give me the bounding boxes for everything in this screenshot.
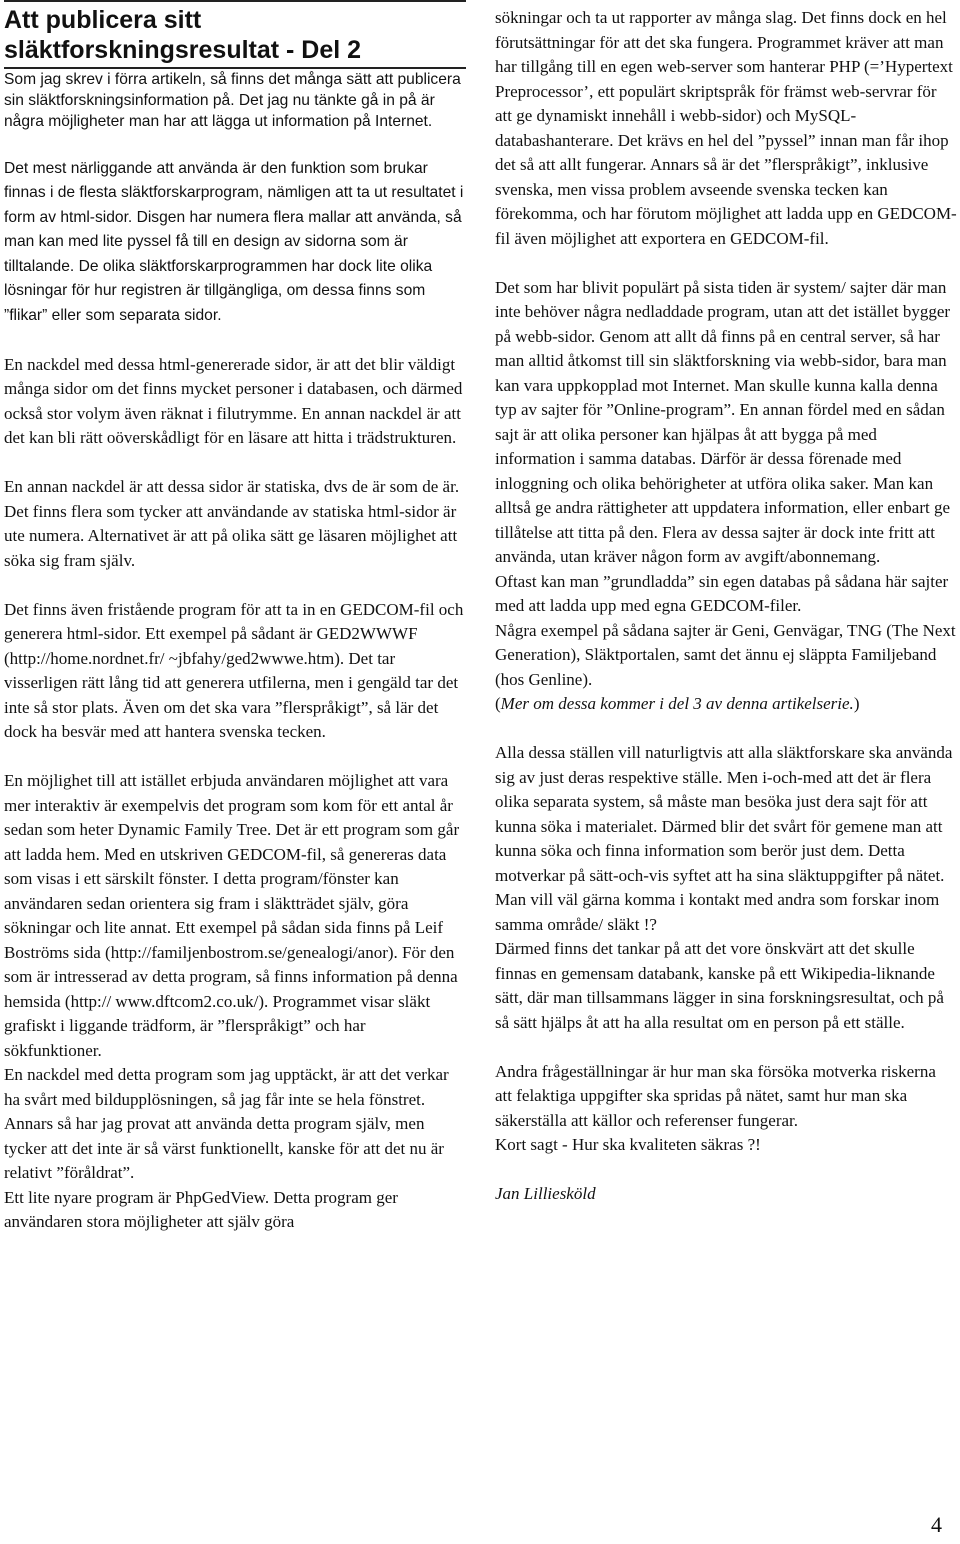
article-title: [4, 5, 466, 65]
paragraph-3: En annan nackdel är att dessa sidor är statiska, dvs de är som de är. Det finns flera som tycker att användande av statiska html-sidor är ute numera. Alternativet är att på olika sätt ge läsaren möjlighet att söka sig fram själv.: [4, 477, 460, 570]
page-number: 4: [931, 1512, 942, 1537]
paragraph-r7: Därmed finns det tankar på att det vore önskvärt att det skulle finnas en gemensam databank, kanske på ett Wikipedia-liknande sätt, där man tillsammans lägger in sina forskningsresultat, och på så sätt hjälps åt att ha alla resultat om en person på ett ställe.: [495, 939, 944, 1032]
paragraph-1-part-b: De olika släktforskarprogrammen har dock lite olika lösningar för hur registren är tillgängliga, om dessa finns som ”flikar” eller som separata sidor.: [4, 257, 433, 324]
paragraph-r6: Alla dessa ställen vill naturligtvis att alla släktforskare ska använda sig av just deras respektive ställe. Men i-och-med att det är flera olika separata system, så måste man besöka just dera sajt för att kunna söka i materialet. Därmed blir det svårt för gemene man att kunna söka och finna information som berör just dem. Detta motverkar på sätt-och-vis syftet att ha sina släktuppgifter på nätet. Man vill väl gärna komma i kontakt med andra som forskar inom samma område/ släkt !?: [495, 743, 953, 934]
author-signature: Jan Lilliesköld: [495, 1184, 596, 1203]
paragraph-1: [4, 157, 466, 329]
paragraph-5: En möjlighet till att istället erbjuda användaren möjlighet att vara mer interaktiv är exempelvis det program som kom för ett antal år sedan som heter Dynamic Family Tree. Det är ett program som går att ladda hem. Med en utskriven GEDCOM-fil, så genereras data som visas i ett särskilt fönster. I detta program/fönster kan användaren sedan orientera sig fram i släktträdet själv, göra sökningar och lite annat. Ett exempel på sådan sida finns på Leif Boströms sida (http://familjenbostrom.se/genealogi/anor). För den som är intresserad av detta program, så finns information på denna hemsida (http:// www.dftcom2.co.uk/). Programmet visar släkt grafiskt i liggande trädform, är ”flerspråkigt” och har sökfunktioner.: [4, 771, 460, 1060]
series-note: Mer om dessa kommer i del 3 av denna artikelserie.: [500, 694, 854, 713]
right-column: [495, 6, 957, 1207]
paragraph-6: En nackdel med detta program som jag upptäckt, är att det verkar ha svårt med bildupplösningen, så jag får inte se hela fönstret. Annars så har jag provat att använda detta program själv, men tycker att det inte är så värst funktionellt, kanske för att det nu är relativt ”föråldrat”.: [4, 1065, 449, 1182]
paragraph-4: Det finns även fristående program för att ta in en GEDCOM-fil och generera html-sidor. Ett exempel på sådant är GED2WWWF (http://home.nordnet.fr/ ~jbfahy/ged2wwwe.htm). Det tar visserligen rätt lång tid att generera utfilerna, men i gengäld tar det inte så stor plats. Även om det ska vara ”flerspråkigt”, så lär det dock ha besvär med att hantera svenska tecken.: [4, 599, 464, 741]
paragraph-r5: [495, 692, 957, 717]
title-line-2: släktforskningsresultat - Del 2: [4, 36, 362, 64]
paragraph-r3: Oftast kan man ”grundladda” sin egen databas på sådana här sajter med att ladda upp med egna GEDCOM-filer.: [495, 571, 949, 615]
paragraph-r2: Det som har blivit populärt på sista tiden är system/ sajter där man inte behöver några nedladdade program, utan att det istället bygger på webb-sidor. Genom att allt då finns på en central server, så har man alltid åtkomst till sin släktforskning via webb-sidor, bara man kan vara uppkopplad mot Internet. Man skulle kunna kalla denna typ av sajter för ”Online-program”. En annan fördel med en sådan sajt är att olika personer kan hjälpas åt att bygga på med information i samma databas. Därför är dessa förenade med inloggning och olika behörigheter at utföra olika saker. Man kan alltså ge andra rättigheter att uppdatera information, eller enbart ge tillåtelse att titta på den. Flera av dessa sajter är dock inte fritt att använda, utan kräver någon form av avgift/abonnemang.: [495, 277, 951, 566]
paren-open: (: [495, 694, 501, 713]
left-column: [4, 0, 466, 1235]
article-header: [4, 0, 466, 69]
paragraph-r1: sökningar och ta ut rapporter av många slag. Det finns dock en hel förutsättningar för att det ska fungera. Programmet kräver att man har tillgång till en egen web-server som hanterar PHP (=’Hypertext Preprocessor’, ett populärt skriptspråk för främst web-servrar för att ge dynamiskt innehåll i webb-sidor) och MySQL-databashanterare. Det krävs en hel del ”pyssel” innan man får ihop det så att allt fungerar. Annars så är det ”flerspråkigt”, inklusive svenska, men vissa problem avseende svenska tecken kan förekomma, och har förutom möjlighet att ladda upp en GEDCOM-fil även möjlighet att exportera en GEDCOM-fil.: [495, 8, 957, 248]
paren-close: ): [853, 694, 860, 713]
paragraph-r4: Några exempel på sådana sajter är Geni, Genvägar, TNG (The Next Generation), Släktportalen, samt det ännu ej släppta Familjeband (hos Genline).: [495, 620, 956, 689]
paragraph-r9: Kort sagt - Hur ska kvaliteten säkras ?!: [495, 1135, 761, 1154]
paragraph-2: En nackdel med dessa html-genererade sidor, är att det blir väldigt många sidor om det finns mycket personer i databasen, och därmed också stor volym även räknat i filutrymme. En annan nackdel är att det kan bli rätt oöverskådligt för en läsare att hitta i trädstrukturen.: [4, 354, 463, 447]
title-line-1: Att publicera sitt: [4, 6, 202, 34]
paragraph-1-part-a: Det mest närliggande att använda är den funktion som brukar finnas i de flesta släktforskarprogram, nämligen att ta ut resultatet i form av html-sidor. Disgen har numera flera mallar att använda, så man kan med lite pyssel få till en design av sidorna som är tilltalande.: [4, 159, 464, 275]
paragraph-7: Ett lite nyare program är PhpGedView. Detta program ger användaren stora möjligheter att själv göra: [4, 1187, 398, 1231]
lead-paragraph: Som jag skrev i förra artikeln, så finns det många sätt att publicera sin släktforskningsinformation på. Det jag nu tänkte gå in på är några möjligheter man har att lägga ut information på Internet.: [4, 71, 461, 130]
paragraph-r8: Andra frågeställningar är hur man ska försöka motverka riskerna att felaktiga uppgifter ska spridas på nätet, samt hur man ska säkerställa att källor och referenser fungerar.: [495, 1061, 936, 1130]
